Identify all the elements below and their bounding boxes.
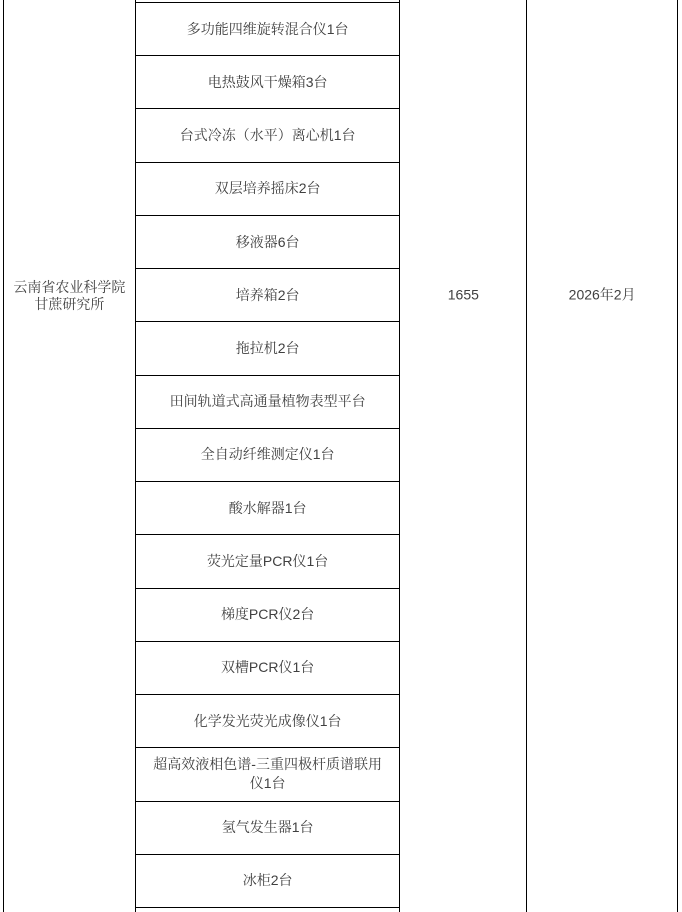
table-row (136, 376, 400, 429)
equipment-item-label: 氢气发生器1台 (221, 819, 314, 836)
table-row (136, 269, 400, 322)
equipment-item-label: 冰柜2台 (242, 872, 293, 889)
table-row (136, 429, 400, 482)
equipment-item-label: 双槽PCR仪1台 (220, 659, 315, 676)
table-row (136, 56, 400, 109)
equipment-item-label: 拖拉机2台 (235, 340, 300, 357)
table-columns (3, 0, 678, 912)
institution-label: 云南省农业科学院甘蔗研究所 (13, 279, 126, 312)
equipment-item-label: 田间轨道式高通量植物表型平台 (169, 393, 366, 410)
equipment-item-label: 移液器6台 (235, 233, 300, 250)
date-cell (527, 0, 678, 912)
equipment-item-label: 双层培养摇床2台 (214, 180, 321, 197)
table-row (136, 482, 400, 535)
table-row (136, 748, 400, 801)
table-row (136, 322, 400, 375)
table-row (136, 802, 400, 855)
equipment-item-label: 全自动纤维测定仪1台 (200, 446, 335, 463)
table-row (136, 216, 400, 269)
table-row (136, 109, 400, 162)
table-row (136, 642, 400, 695)
equipment-item-label: 化学发光荧光成像仪1台 (193, 712, 342, 729)
equipment-item-label: 培养箱2台 (235, 286, 300, 303)
table-row (136, 163, 400, 216)
partial-row-bottom (136, 908, 400, 912)
table-row (136, 535, 400, 588)
equipment-item-label: 电热鼓风干燥箱3台 (207, 73, 328, 90)
equipment-item-label: 梯度PCR仪2台 (220, 606, 315, 623)
table-row (136, 3, 400, 56)
equipment-item-label: 酸水解器1台 (228, 499, 307, 516)
equipment-item-label: 荧光定量PCR仪1台 (206, 552, 329, 569)
table-row (136, 855, 400, 908)
date-label: 2026年2月 (568, 286, 636, 303)
equipment-column (136, 0, 401, 912)
amount-label: 1655 (447, 286, 479, 303)
table-row (136, 695, 400, 748)
equipment-item-label: 多功能四维旋转混合仪1台 (186, 20, 349, 37)
table-row (136, 589, 400, 642)
institution-cell (4, 0, 136, 912)
amount-cell (400, 0, 527, 912)
equipment-item-label: 台式冷冻（水平）离心机1台 (179, 127, 356, 144)
equipment-item-label: 超高效液相色谱-三重四极杆质谱联用仪1台 (153, 756, 382, 792)
